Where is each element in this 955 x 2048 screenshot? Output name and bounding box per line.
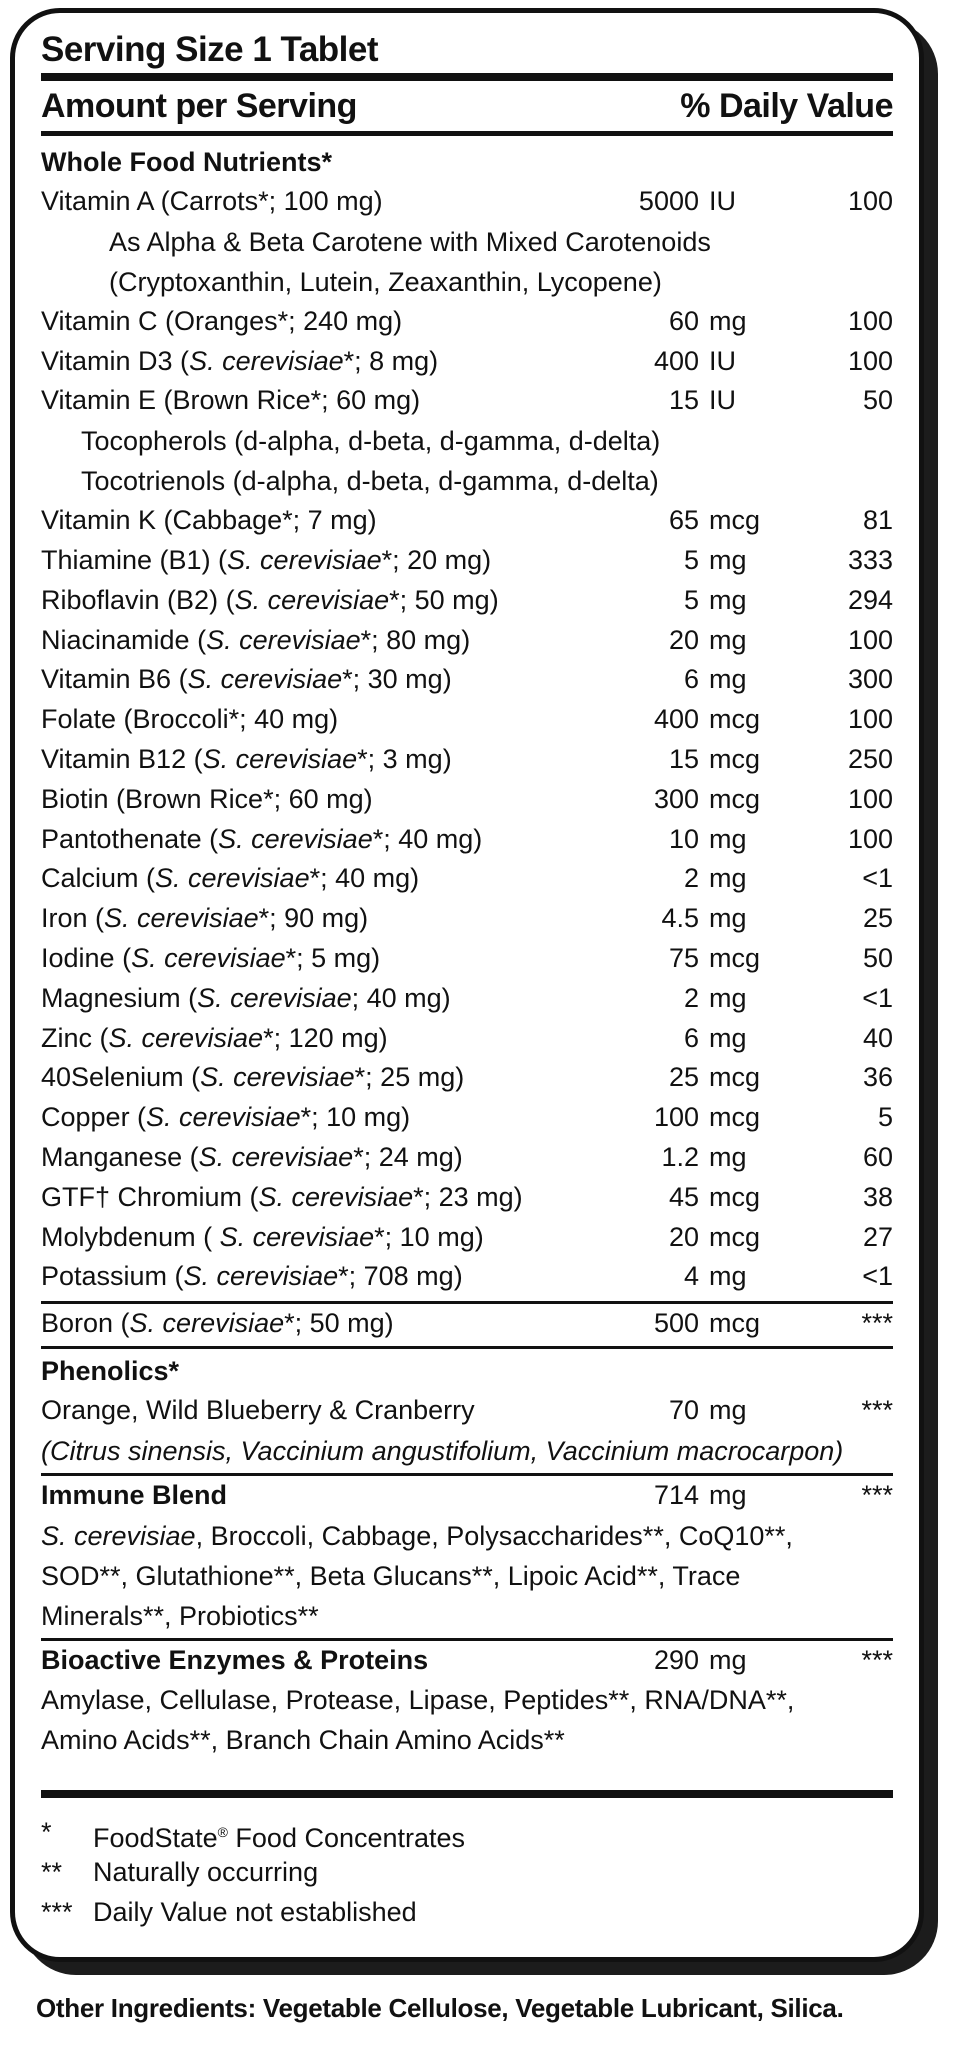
nutrient-dv: <1 bbox=[862, 1261, 893, 1292]
nutrient-row bbox=[41, 1058, 893, 1098]
nutrient-list bbox=[41, 182, 893, 1297]
daily-value-header: % Daily Value bbox=[680, 87, 893, 125]
nutrient-row-boron bbox=[41, 1304, 893, 1344]
nutrient-row bbox=[41, 1098, 893, 1138]
nutrient-amount: 6 bbox=[683, 1022, 699, 1053]
nutrient-unit: mg bbox=[709, 863, 747, 894]
nutrient-subline: (Cryptoxanthin, Lutein, Zeaxanthin, Lycopene) bbox=[109, 266, 662, 297]
nutrient-unit: mg bbox=[709, 1261, 747, 1292]
nutrient-dv: 250 bbox=[847, 743, 893, 774]
nutrient-dv: 100 bbox=[847, 823, 893, 854]
nutrient-amount: 6 bbox=[683, 664, 699, 695]
nutrient-subline: As Alpha & Beta Carotene with Mixed Carotenoids bbox=[109, 226, 711, 257]
nutrient-amount: 25 bbox=[668, 1062, 699, 1093]
enzymes-unit: mg bbox=[709, 1644, 747, 1675]
divider-footnotes bbox=[41, 1790, 893, 1798]
nutrient-dv: 25 bbox=[862, 903, 893, 934]
nutrient-unit: mg bbox=[709, 823, 747, 854]
footnote bbox=[41, 1892, 893, 1932]
immune-blend-unit: mg bbox=[709, 1479, 747, 1510]
nutrient-name: Niacinamide (S. cerevisiae*; 80 mg) bbox=[41, 624, 471, 655]
nutrient-unit: mcg bbox=[709, 704, 761, 735]
nutrient-row bbox=[41, 1178, 893, 1218]
nutrient-dv: 81 bbox=[862, 505, 893, 536]
nutrient-name: Iron (S. cerevisiae*; 90 mg) bbox=[41, 903, 369, 934]
nutrient-row bbox=[41, 302, 893, 342]
footnote-symbol: *** bbox=[41, 1897, 73, 1928]
footnote-symbol: * bbox=[41, 1817, 52, 1848]
nutrient-dv: 50 bbox=[862, 385, 893, 416]
nutrient-amount: 5000 bbox=[638, 186, 699, 216]
nutrient-amount: 2 bbox=[683, 863, 699, 894]
nutrient-unit: mg bbox=[709, 1141, 747, 1172]
nutrient-amount: 500 bbox=[653, 1308, 699, 1339]
nutrient-amount: 400 bbox=[653, 704, 699, 735]
nutrient-dv: 333 bbox=[847, 544, 893, 575]
nutrient-dv: 38 bbox=[862, 1181, 893, 1212]
divider-header bbox=[41, 131, 893, 136]
nutrient-amount: 2 bbox=[683, 982, 699, 1013]
nutrient-row bbox=[41, 780, 893, 820]
nutrient-name: Manganese (S. cerevisiae*; 24 mg) bbox=[41, 1141, 463, 1172]
nutrient-subline: Tocotrienols (d-alpha, d-beta, d-gamma, d-delta) bbox=[81, 466, 659, 497]
nutrient-row bbox=[41, 182, 893, 222]
phenolics-latin-names: (Citrus sinensis, Vaccinium angustifolium, Vaccinium macrocarpon) bbox=[41, 1435, 844, 1466]
nutrient-unit: mg bbox=[709, 305, 747, 336]
column-header-row bbox=[41, 81, 893, 131]
nutrient-name: Vitamin A (Carrots*; 100 mg) bbox=[41, 186, 383, 216]
nutrient-name: Vitamin D3 (S. cerevisiae*; 8 mg) bbox=[41, 345, 439, 376]
phenolics-name: Orange, Wild Blueberry & Cranberry bbox=[41, 1394, 475, 1425]
nutrient-unit: mg bbox=[709, 1022, 747, 1053]
immune-blend-dv: *** bbox=[861, 1479, 893, 1510]
nutrient-row bbox=[41, 979, 893, 1019]
nutrient-unit: mcg bbox=[709, 1062, 761, 1093]
nutrient-name: Zinc (S. cerevisiae*; 120 mg) bbox=[41, 1022, 388, 1053]
nutrient-amount: 5 bbox=[683, 544, 699, 575]
nutrient-unit: mg bbox=[709, 584, 747, 615]
nutrient-row bbox=[41, 342, 893, 382]
nutrient-unit: IU bbox=[709, 385, 736, 416]
nutrient-unit: mg bbox=[709, 624, 747, 655]
nutrient-amount: 400 bbox=[653, 345, 699, 376]
nutrient-name: Vitamin E (Brown Rice*; 60 mg) bbox=[41, 385, 421, 416]
phenolics-row bbox=[41, 1391, 893, 1431]
nutrient-amount: 300 bbox=[653, 783, 699, 814]
nutrient-dv: 5 bbox=[877, 1102, 893, 1133]
nutrient-dv: 27 bbox=[862, 1221, 893, 1252]
nutrient-amount: 45 bbox=[668, 1181, 699, 1212]
nutrient-amount: 20 bbox=[668, 624, 699, 655]
nutrient-dv: 50 bbox=[862, 942, 893, 973]
nutrient-unit: mcg bbox=[709, 942, 761, 973]
nutrient-dv: 100 bbox=[847, 704, 893, 735]
nutrient-dv: 60 bbox=[862, 1141, 893, 1172]
footnote-text: Naturally occurring bbox=[93, 1857, 319, 1888]
nutrient-dv: 294 bbox=[847, 584, 893, 615]
footnote-text: Daily Value not established bbox=[93, 1897, 417, 1928]
nutrient-name: Pantothenate (S. cerevisiae*; 40 mg) bbox=[41, 823, 483, 854]
immune-blend-line-1-rest: , Broccoli, Cabbage, Polysaccharides**, CoQ10**, bbox=[195, 1520, 793, 1551]
immune-blend-row bbox=[41, 1476, 893, 1516]
nutrient-amount: 20 bbox=[668, 1221, 699, 1252]
nutrient-name: Molybdenum ( S. cerevisiae*; 10 mg) bbox=[41, 1221, 484, 1252]
nutrient-amount: 4 bbox=[683, 1261, 699, 1292]
nutrient-row bbox=[41, 541, 893, 581]
section-heading-whole-food: Whole Food Nutrients* bbox=[41, 147, 332, 177]
nutrient-unit: mcg bbox=[709, 505, 761, 536]
phenolics-unit: mg bbox=[709, 1394, 747, 1425]
nutrient-name: 40Selenium (S. cerevisiae*; 25 mg) bbox=[41, 1062, 465, 1093]
nutrient-row bbox=[41, 381, 893, 421]
nutrient-unit: IU bbox=[709, 186, 736, 216]
nutrient-amount: 15 bbox=[668, 385, 699, 416]
nutrient-unit: mcg bbox=[709, 783, 761, 814]
nutrient-name: Riboflavin (B2) (S. cerevisiae*; 50 mg) bbox=[41, 584, 499, 615]
nutrient-row bbox=[41, 660, 893, 700]
nutrient-row bbox=[41, 501, 893, 541]
nutrient-row bbox=[41, 899, 893, 939]
footnotes bbox=[41, 1812, 893, 1932]
supplement-facts-panel bbox=[10, 8, 924, 1962]
nutrient-unit: mcg bbox=[709, 1308, 761, 1339]
immune-blend-line-2: SOD**, Glutathione**, Beta Glucans**, Lipoic Acid**, Trace bbox=[41, 1560, 741, 1591]
enzymes-row bbox=[41, 1641, 893, 1681]
enzymes-line-1: Amylase, Cellulase, Protease, Lipase, Peptides**, RNA/DNA**, bbox=[41, 1685, 795, 1716]
nutrient-dv: 100 bbox=[847, 186, 893, 216]
nutrient-name: Potassium (S. cerevisiae*; 708 mg) bbox=[41, 1261, 463, 1292]
nutrient-unit: mg bbox=[709, 982, 747, 1013]
nutrient-amount: 75 bbox=[668, 942, 699, 973]
nutrient-name: Thiamine (B1) (S. cerevisiae*; 20 mg) bbox=[41, 544, 492, 575]
immune-blend-line-3: Minerals**, Probiotics** bbox=[41, 1600, 319, 1631]
immune-blend-line-1-lead: S. cerevisiae bbox=[41, 1520, 196, 1551]
nutrient-row bbox=[41, 1218, 893, 1258]
nutrient-dv: 100 bbox=[847, 624, 893, 655]
divider-thick bbox=[41, 73, 893, 81]
nutrient-name: Magnesium (S. cerevisiae; 40 mg) bbox=[41, 982, 451, 1013]
amount-header: Amount per Serving bbox=[41, 87, 357, 125]
nutrient-dv: <1 bbox=[862, 982, 893, 1013]
nutrient-amount: 4.5 bbox=[661, 903, 699, 934]
nutrient-unit: IU bbox=[709, 345, 736, 376]
immune-blend-name: Immune Blend bbox=[41, 1479, 228, 1510]
nutrient-amount: 60 bbox=[668, 305, 699, 336]
nutrient-row bbox=[41, 621, 893, 661]
nutrient-dv: 300 bbox=[847, 664, 893, 695]
nutrient-name: Copper (S. cerevisiae*; 10 mg) bbox=[41, 1102, 411, 1133]
nutrient-dv: <1 bbox=[862, 863, 893, 894]
nutrient-amount: 5 bbox=[683, 584, 699, 615]
nutrient-amount: 100 bbox=[653, 1102, 699, 1133]
panel-content bbox=[41, 27, 893, 1932]
nutrient-dv: 100 bbox=[847, 783, 893, 814]
nutrient-unit: mg bbox=[709, 664, 747, 695]
serving-size: Serving Size 1 Tablet bbox=[41, 30, 379, 69]
nutrient-dv: 40 bbox=[862, 1022, 893, 1053]
other-ingredients bbox=[36, 1993, 844, 2024]
nutrient-name: Folate (Broccoli*; 40 mg) bbox=[41, 704, 339, 735]
nutrient-row bbox=[41, 740, 893, 780]
nutrient-unit: mcg bbox=[709, 1221, 761, 1252]
nutrient-name: Biotin (Brown Rice*; 60 mg) bbox=[41, 783, 373, 814]
nutrient-amount: 65 bbox=[668, 505, 699, 536]
section-heading-phenolics: Phenolics* bbox=[41, 1355, 180, 1386]
phenolics-amount: 70 bbox=[668, 1394, 699, 1425]
footnote-text: FoodState® Food Concentrates bbox=[93, 1823, 466, 1854]
nutrient-row bbox=[41, 939, 893, 979]
nutrient-subline: Tocopherols (d-alpha, d-beta, d-gamma, d-delta) bbox=[81, 426, 661, 457]
other-ingredients-text: Vegetable Cellulose, Vegetable Lubricant, Silica. bbox=[255, 1993, 844, 2023]
nutrient-amount: 15 bbox=[668, 743, 699, 774]
enzymes-amount: 290 bbox=[653, 1644, 699, 1675]
nutrient-name: Vitamin K (Cabbage*; 7 mg) bbox=[41, 505, 377, 536]
footnote bbox=[41, 1812, 893, 1852]
phenolics-dv: *** bbox=[861, 1394, 893, 1425]
nutrient-row bbox=[41, 820, 893, 860]
nutrient-dv: *** bbox=[861, 1308, 893, 1339]
enzymes-line-2: Amino Acids**, Branch Chain Amino Acids** bbox=[41, 1725, 565, 1756]
nutrient-row bbox=[41, 1138, 893, 1178]
nutrient-name: GTF† Chromium (S. cerevisiae*; 23 mg) bbox=[41, 1181, 523, 1212]
nutrient-row bbox=[41, 581, 893, 621]
nutrient-name: Calcium (S. cerevisiae*; 40 mg) bbox=[41, 863, 420, 894]
nutrient-name: Vitamin B6 (S. cerevisiae*; 30 mg) bbox=[41, 664, 452, 695]
nutrient-unit: mcg bbox=[709, 1181, 761, 1212]
nutrient-row bbox=[41, 700, 893, 740]
nutrient-unit: mg bbox=[709, 544, 747, 575]
nutrient-amount: 10 bbox=[668, 823, 699, 854]
nutrient-dv: 100 bbox=[847, 305, 893, 336]
enzymes-name: Bioactive Enzymes & Proteins bbox=[41, 1644, 429, 1675]
nutrient-name: Boron (S. cerevisiae*; 50 mg) bbox=[41, 1308, 394, 1339]
nutrient-dv: 100 bbox=[847, 345, 893, 376]
nutrient-dv: 36 bbox=[862, 1062, 893, 1093]
nutrient-row bbox=[41, 859, 893, 899]
footnote-symbol: ** bbox=[41, 1857, 63, 1888]
nutrient-unit: mg bbox=[709, 903, 747, 934]
nutrient-row bbox=[41, 1257, 893, 1297]
nutrient-name: Iodine (S. cerevisiae*; 5 mg) bbox=[41, 942, 381, 973]
nutrient-unit: mcg bbox=[709, 743, 761, 774]
nutrient-unit: mcg bbox=[709, 1102, 761, 1133]
footnote bbox=[41, 1852, 893, 1892]
nutrient-amount: 1.2 bbox=[661, 1141, 699, 1172]
divider-phenolics bbox=[41, 1346, 893, 1349]
immune-blend-line-1 bbox=[41, 1516, 893, 1556]
nutrient-name: Vitamin B12 (S. cerevisiae*; 3 mg) bbox=[41, 743, 452, 774]
nutrient-row bbox=[41, 1019, 893, 1059]
enzymes-dv: *** bbox=[861, 1644, 893, 1675]
other-ingredients-label: Other Ingredients: bbox=[36, 1993, 256, 2023]
immune-blend-amount: 714 bbox=[653, 1479, 699, 1510]
nutrient-name: Vitamin C (Oranges*; 240 mg) bbox=[41, 305, 403, 336]
